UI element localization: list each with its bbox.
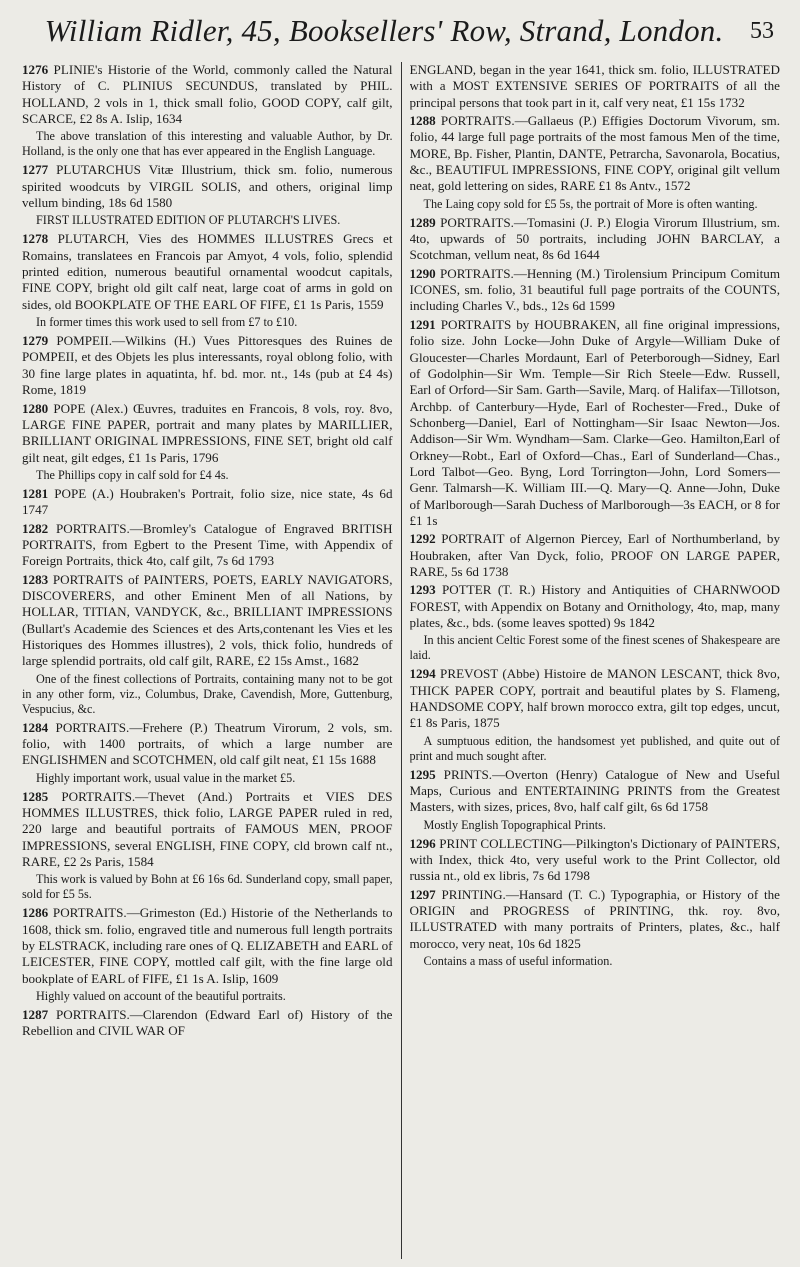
page-number: 53 (750, 17, 774, 44)
catalogue-entry (22, 1007, 393, 1040)
entry-number: 1282 (22, 520, 49, 536)
catalogue-entry (22, 401, 393, 466)
entry-text: PORTRAITS.—Henning (M.) Tirolensium Principum Comitum ICONES, sm. folio, 31 beautiful full page portraits of the COUNTS, including Charles V., bds., 12s 6d 1599 (409, 265, 780, 314)
catalogue-entry (410, 767, 781, 816)
catalogue-entry (22, 905, 393, 987)
entry-number: 1280 (22, 400, 49, 416)
entry-number: 1288 (409, 113, 436, 129)
entry-note: Highly valued on account of the beautiful portraits. (36, 989, 286, 1004)
entry-text: PORTRAITS by HOUBRAKEN, all fine original impressions, folio size. John Locke—John Duke of Argyle—William Duke of Gloucester—Charles Mordaunt, Earl of Peterborough—Sidney, Earl of Godolphin—Sir Wm. Temple—Sir Rich Steele—Edw. Russell, Earl of Orford—Sir Sam. Garth—Savile, Marq. of Halifax—Tillotson, Archbp. of Canterbury—Hyde, Earl of Rochester—Fred., Duke of Schonberg—Daniel, Earl of Nottingham—Sir Isaac Newton—Jos. Addison—Sir Wm. Wyndham—Sam. Clarke—Geo. Hamilton,Earl of Orkney—Robt., Earl of Oxford—Chas., Earl of Sunderland—Chas., Lord Talbot—Geo. Byng, Lord Torrington—John, Lord Somers—Genr. Talmarsh—K. William III.—Q. Mary—Q. Anne—John, Duke of Marlborough—Sarah Duchess of Marlborough—3s EACH, or 8 for £1 1s (409, 316, 780, 528)
entry-number: 1283 (22, 571, 49, 587)
catalogue-entry (22, 62, 393, 127)
catalogue-entry (22, 789, 393, 871)
entry-number: 1278 (22, 231, 49, 247)
catalogue-entry (22, 521, 393, 570)
entry-note: In former times this work used to sell from £7 to £10. (36, 315, 298, 330)
entry-text: PLUTARCH, Vies des HOMMES ILLUSTRES Grecs et Romains, translatees en Francois par Amyot, 4 vols, folio, splendid printed edition, numerous beautiful ornamental woodcut capitals, FINE COPY, bright old gilt calf neat, large coat of arms in gold on sides, old BOOKPLATE OF THE EARL OF FIFE, £1 1s Paris, 1559 (22, 231, 393, 312)
catalogue-entry (410, 266, 781, 315)
entry-number: 1286 (22, 905, 49, 921)
catalogue-entry (410, 531, 781, 580)
entry-text: PRINT COLLECTING—Pilkington's Dictionary of PAINTERS, with Index, thick 4to, very useful work to the Print Collector, old russia nt., old ex libris, 7s 6d 1798 (409, 835, 780, 884)
entry-note: The Laing copy sold for £5 5s, the portrait of More is often wanting. (423, 196, 758, 211)
entry-note: One of the finest collections of Portraits, containing many not to be got in any other form, viz., Columbus, Drake, Cavendish, More, Guttenburg, Vespucius, &c. (22, 671, 393, 716)
entry-number: 1292 (409, 531, 436, 547)
entry-note: The Phillips copy in calf sold for £4 4s. (36, 467, 229, 482)
entry-text: PORTRAITS.—Grimeston (Ed.) Historie of the Netherlands to 1608, thick sm. folio, engraved title and numerous full length portraits by ELSTRACK, including rare ones of Q. ELIZABETH and EARL of LEICESTER, FINE COPY, mottled calf gilt, with the fine large old bookplate of EARL of FIFE, £1 1s A. Islip, 1609 (22, 905, 393, 986)
catalogue-entry (22, 720, 393, 769)
entry-note: Contains a mass of useful information. (423, 954, 613, 969)
entry-text: PRINTING.—Hansard (T. C.) Typographia, or History of the ORIGIN and PROGRESS of PRINTING, thk. roy. 8vo, ILLUSTRATED with many portraits of Printers, plates, &c., half morocco, very neat, 10s 6d 1825 (409, 886, 780, 951)
catalogue-entry (410, 113, 781, 195)
entry-text: POTTER (T. R.) History and Antiquities of CHARNWOOD FOREST, with Appendix on Botany and Ornithology, 4to, map, many plates, &c., bds. (some leaves spotted) 9s 1842 (409, 582, 780, 630)
entry-text: PLUTARCHUS Vitæ Illustrium, thick sm. folio, numerous spirited woodcuts by VIRGIL SOLIS, and others, original limp vellum binding, 18s 6d 1580 (22, 162, 393, 211)
entry-note: This work is valued by Bohn at £6 16s 6d. Sunderland copy, small paper, sold for £5 5s. (22, 872, 393, 902)
entry-text: PREVOST (Abbe) Histoire de MANON LESCANT, thick 8vo, THICK PAPER COPY, portrait and beautiful plates by S. Flameng, HANDSOME COPY, half brown morocco extra, gilt top edges, uncut, £1 8s Paris, 1875 (409, 666, 780, 731)
entry-text: PORTRAITS.—Frehere (P.) Theatrum Virorum, 2 vols, sm. folio, with 1400 portraits, of which a large number are ENGLISHMEN and SCOTCHMEN, old calf gilt neat, £1 15s 1688 (22, 719, 393, 768)
entry-text: PLINIE's Historie of the World, commonly called the Natural History of C. PLINIUS SECUNDUS, translated by PHIL. HOLLAND, 2 vols in 1, thick small folio, GOOD COPY, calf gilt, SCARCE, £2 8s A. Islip, 1634 (22, 62, 393, 127)
catalogue-entry (410, 317, 781, 529)
entry-text: ENGLAND, began in the year 1641, thick sm. folio, ILLUSTRATED with a MOST EXTENSIVE SERIES OF PORTRAITS of all the principal persons that took part in it, calf very neat, £1 15s 1732 (409, 62, 780, 110)
entry-number: 1281 (22, 485, 49, 501)
entry-text: PORTRAITS.—Bromley's Catalogue of Engraved BRITISH PORTRAITS, from Egbert to the Present Time, with Appendix of Foreign Portraits, thick 4to, calf gilt, 7s 6d 1793 (22, 520, 393, 569)
entry-number: 1285 (22, 788, 49, 804)
left-column (22, 62, 393, 1259)
catalogue-entry (410, 215, 781, 264)
entry-note: Highly important work, usual value in the market £5. (36, 770, 296, 785)
entry-text: POMPEII.—Wilkins (H.) Vues Pittoresques des Ruines de POMPEII, et des Objets les plus interessants, royal oblong folio, with 30 fine large plates in aquatinta, hf. bd. mor. nt., 14s (pub at £4 4s) Rome, 1819 (22, 333, 393, 398)
entry-number: 1279 (22, 333, 49, 349)
entry-number: 1276 (22, 62, 49, 77)
page-title: William Ridler, 45, Booksellers' Row, Strand, London. (44, 13, 724, 48)
entry-note: In this ancient Celtic Forest some of the finest scenes of Shakespeare are laid. (409, 633, 780, 663)
entry-note: A sumptuous edition, the handsomest yet published, and quite out of print and much sought after. (409, 733, 780, 763)
entry-number: 1287 (22, 1007, 49, 1023)
entry-text: POPE (Alex.) Œuvres, traduites en Francois, 8 vols, roy. 8vo, LARGE FINE PAPER, portrait and many plates by MARILLIER, BRILLIANT ORIGINAL IMPRESSIONS, FINE SET, bright old calf gilt neat, gilt edges, £1 1s Paris, 1796 (22, 400, 393, 465)
column-divider (401, 62, 402, 1259)
catalogue-entry (22, 486, 393, 519)
catalogue-entry (410, 887, 781, 952)
page-header (30, 0, 774, 62)
entry-number: 1291 (409, 316, 436, 332)
catalogue-entry (410, 666, 781, 731)
catalogue-entry (410, 582, 781, 631)
entry-text: PORTRAITS.—Thevet (And.) Portraits et VIES DES HOMMES ILLUSTRES, thick folio, LARGE PAPER ruled in red, 220 large and beautiful portraits of FAMOUS MEN, PROOF IMPRESSIONS, several ENGLISH, FINE COPY, cld brown calf nt., RARE, £2 2s Paris, 1584 (22, 788, 393, 870)
entry-note: Mostly English Topographical Prints. (423, 817, 606, 832)
entry-number: 1289 (409, 214, 436, 230)
entry-text: PORTRAITS of PAINTERS, POETS, EARLY NAVIGATORS, DISCOVERERS, and other Eminent Men of all Nations, by HOLLAR, TITIAN, VANDYCK, &c., BRILLIANT IMPRESSIONS (Bullart's Academie des Sciences et des Arts,contenant les Vies et les Historiques des Hommes illustres), 2 vols, thick folio, hundreds of large splendid portraits, old calf gilt, RARE, £2 15s Amst., 1682 (22, 571, 393, 669)
catalogue-entry (22, 231, 393, 313)
catalogue-columns (22, 62, 780, 1259)
catalogue-entry (22, 333, 393, 398)
entry-text: PORTRAITS.—Tomasini (J. P.) Elogia Virorum Illustrium, sm. 4to, upwards of 50 portraits, including JOHN BARCLAY, a Scotchman, vellum neat, 8s 6d 1644 (409, 214, 780, 263)
catalogue-entry (22, 572, 393, 670)
entry-text: POPE (A.) Houbraken's Portrait, folio size, nice state, 4s 6d 1747 (22, 485, 393, 518)
entry-number: 1297 (409, 886, 436, 902)
entry-note: FIRST ILLUSTRATED EDITION OF PLUTARCH'S LIVES. (36, 213, 341, 228)
entry-text: PRINTS.—Overton (Henry) Catalogue of New and Useful Maps, Curious and ENTERTAINING PRINTS from the Greatest Masters, with sizes, prices, 8vo, half calf gilt, 6s 6d 1758 (409, 766, 780, 815)
entry-text: PORTRAITS.—Clarendon (Edward Earl of) History of the Rebellion and CIVIL WAR OF (22, 1007, 393, 1039)
entry-number: 1290 (409, 265, 436, 281)
entry-number: 1277 (22, 162, 49, 178)
entry-note: The above translation of this interesting and valuable Author, by Dr. Holland, is the only one that has ever appeared in the English Language. (22, 129, 393, 159)
entry-number: 1295 (409, 766, 436, 782)
catalogue-entry (410, 836, 781, 885)
entry-number: 1294 (409, 666, 436, 682)
catalogue-entry (22, 162, 393, 211)
entry-number: 1293 (409, 582, 436, 598)
right-column (410, 62, 781, 1259)
entry-number: 1296 (409, 835, 436, 851)
catalogue-entry (410, 62, 781, 111)
entry-number: 1284 (22, 719, 49, 735)
entry-text: PORTRAITS.—Gallaeus (P.) Effigies Doctorum Vivorum, sm. folio, 44 large full page portraits of the most famous Men of the time, MORE, Bp. Fisher, Plantin, DANTE, Petrarcha, Savonarola, Bocatius, &c., BEAUTIFUL IMPRESSIONS, FINE COPY, original gilt vellum neat, gold lettering on sides, RARE £1 8s Antv., 1572 (409, 113, 780, 194)
entry-text: PORTRAIT of Algernon Piercey, Earl of Northumberland, by Houbraken, after Van Dyck, folio, PROOF ON LARGE PAPER, RARE, 5s 6d 1738 (409, 531, 780, 579)
